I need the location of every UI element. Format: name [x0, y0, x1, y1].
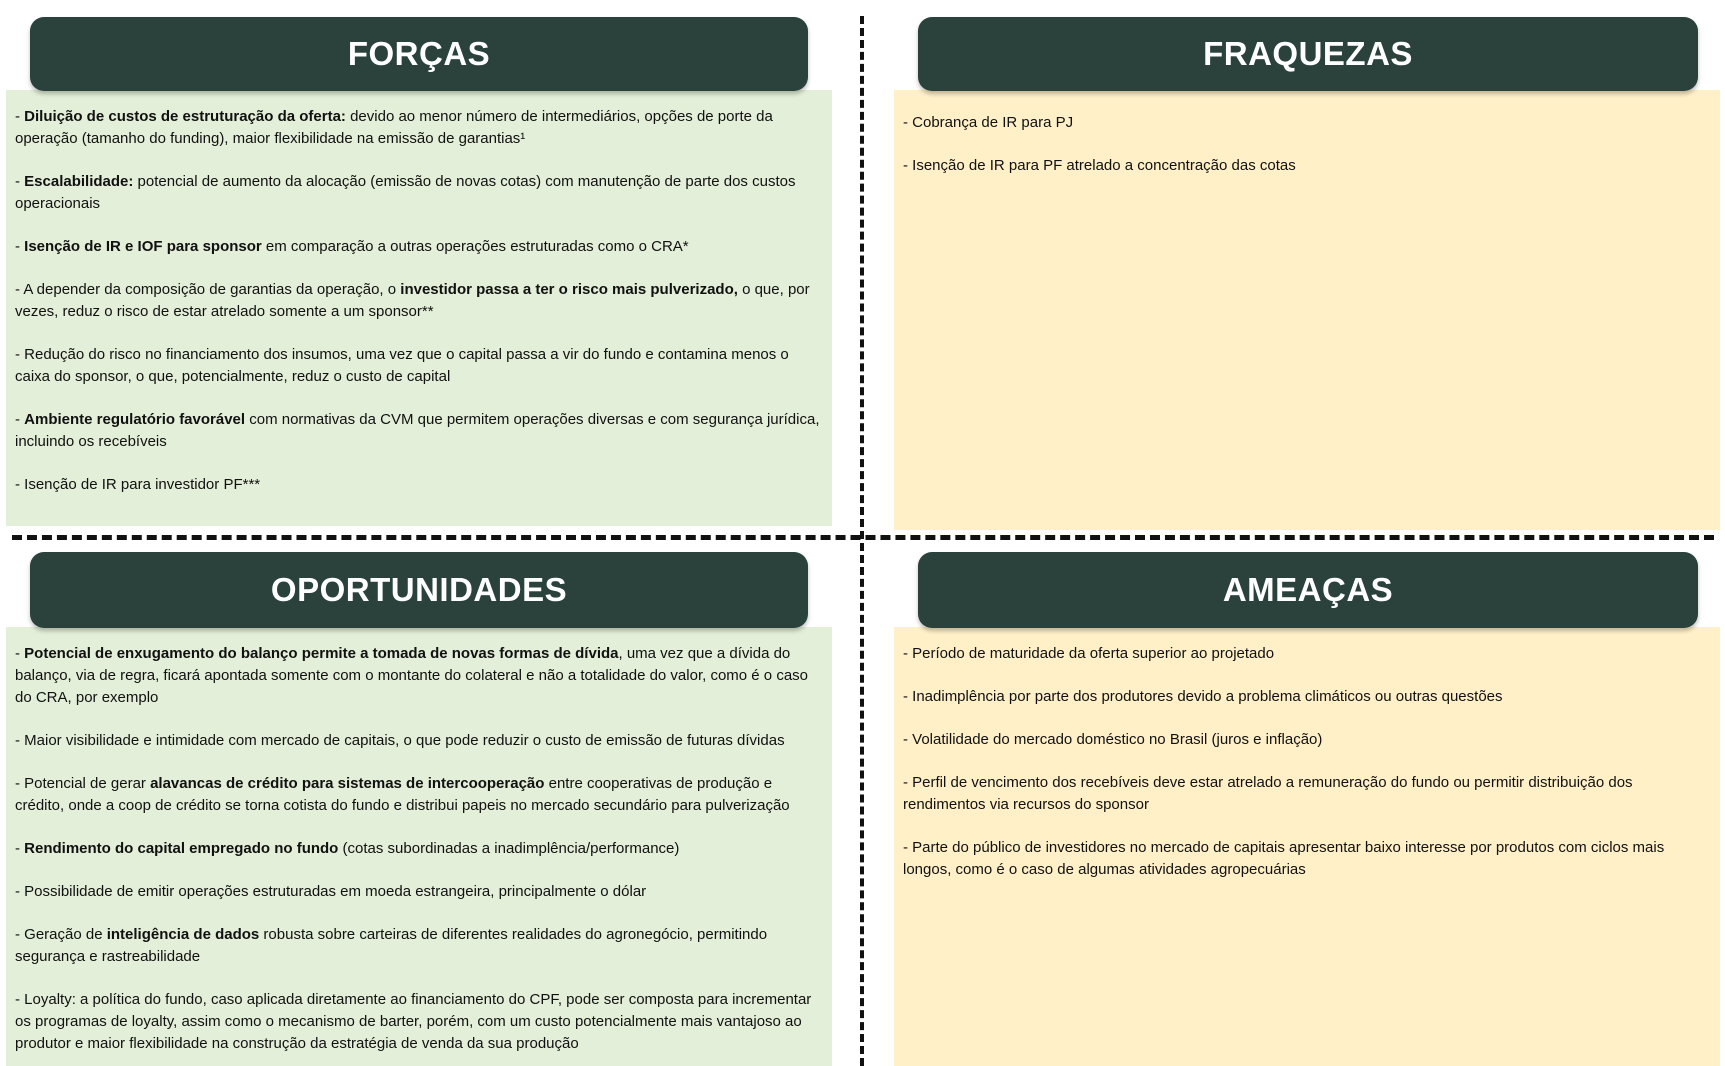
item-text: - A depender da composição de garantias da operação, o — [15, 281, 401, 298]
item-text: - — [15, 108, 25, 125]
list-item — [15, 236, 822, 258]
list-item — [15, 881, 822, 903]
item-text: - Isenção de IR para investidor PF*** — [15, 476, 261, 493]
item-bold-text: alavancas de crédito para sistemas de intercooperação — [150, 775, 545, 792]
item-text: com normativas da CVM que permitem operações diversas e com segurança jurídica, incluindo os recebíveis — [15, 411, 820, 450]
item-bold-text: Isenção de IR e IOF para sponsor — [24, 238, 262, 255]
item-text: em comparação a outras operações estruturadas como o CRA* — [261, 238, 689, 255]
ameacas-list — [903, 643, 1710, 881]
item-bold-text: inteligência de dados — [106, 926, 260, 943]
item-text: o que, por vezes, reduz o risco de estar atrelado somente a um sponsor** — [15, 281, 810, 320]
item-bold-text: Potencial de enxugamento do balanço permite a tomada de novas formas de dívida — [24, 645, 619, 662]
forcas-list — [15, 106, 822, 496]
ameacas-panel — [894, 627, 1720, 1066]
item-text: - Inadimplência por parte dos produtores devido a problema climáticos ou outras questões — [903, 688, 1503, 705]
list-item — [903, 686, 1710, 708]
list-item — [903, 729, 1710, 751]
item-bold-text: Escalabilidade: — [24, 173, 134, 190]
forcas-title: FORÇAS — [347, 35, 491, 72]
oportunidades-list — [15, 643, 822, 1055]
fraquezas-panel — [894, 90, 1720, 530]
item-text: - Parte do público de investidores no mercado de capitais apresentar baixo interesse por produtos com ciclos mais longos, como é o caso de algumas atividades agropecuárias — [903, 839, 1665, 878]
item-bold-text: Diluição de custos de estruturação da oferta: — [24, 108, 346, 125]
item-text: entre cooperativas de produção e crédito, onde a coop de crédito se torna cotista do fundo e distribui papeis no mercado secundário para pulverização — [15, 775, 790, 814]
item-text: - Isenção de IR para PF atrelado a concentração das cotas — [903, 157, 1296, 174]
list-item — [15, 344, 822, 388]
item-text: potencial de aumento da alocação (emissão de novas cotas) com manutenção de parte dos custos operacionais — [15, 173, 796, 212]
item-text: - Redução do risco no financiamento dos insumos, uma vez que o capital passa a vir do fundo e contamina menos o caixa do sponsor, o que, potencialmente, reduz o custo de capital — [15, 346, 789, 385]
list-item — [15, 924, 822, 968]
list-item — [15, 838, 822, 860]
ameacas-header — [918, 552, 1698, 628]
item-text: robusta sobre carteiras de diferentes realidades do agronegócio, permitindo segurança e rastreabilidade — [15, 926, 768, 965]
list-item — [15, 171, 822, 215]
item-text: - Maior visibilidade e intimidade com mercado de capitais, o que pode reduzir o custo de emissão de futuras dívidas — [15, 732, 785, 749]
vertical-divider — [860, 16, 864, 1066]
item-text: - Geração de — [15, 926, 107, 943]
item-text: - Volatilidade do mercado doméstico no Brasil (juros e inflação) — [903, 731, 1323, 748]
list-item — [903, 155, 1710, 177]
item-bold-text: Ambiente regulatório favorável — [24, 411, 246, 428]
list-item — [15, 279, 822, 323]
fraquezas-list — [903, 112, 1710, 177]
list-item — [903, 837, 1710, 881]
list-item — [15, 106, 822, 150]
item-bold-text: investidor passa a ter o risco mais pulverizado, — [400, 281, 738, 298]
horizontal-divider — [12, 535, 1714, 540]
list-item — [15, 989, 822, 1055]
item-text: - — [15, 840, 25, 857]
forcas-panel — [6, 90, 832, 526]
oportunidades-header — [30, 552, 808, 628]
fraquezas-title: FRAQUEZAS — [1203, 35, 1413, 72]
item-text: - Loyalty: a política do fundo, caso aplicada diretamente ao financiamento do CPF, pode ser composta para incrementar os programas de loyalty, assim como o mecanismo de barter, porém, com um custo potencialmente mais vantajoso ao produtor e maior flexibilidade na construção da estratégia de venda da sua produção — [15, 991, 812, 1052]
list-item — [15, 730, 822, 752]
item-text: - Perfil de vencimento dos recebíveis deve estar atrelado a remuneração do fundo ou permitir distribuição dos rendimentos via recursos do sponsor — [903, 774, 1633, 813]
fraquezas-header — [918, 17, 1698, 91]
list-item — [903, 112, 1710, 134]
item-text: - Potencial de gerar — [15, 775, 151, 792]
oportunidades-title: OPORTUNIDADES — [270, 571, 568, 608]
list-item — [903, 643, 1710, 665]
list-item — [15, 773, 822, 817]
item-text: - — [15, 173, 25, 190]
ameacas-title: AMEAÇAS — [1222, 571, 1394, 608]
item-text: - Cobrança de IR para PJ — [903, 114, 1074, 131]
item-text: (cotas subordinadas a inadimplência/performance) — [338, 840, 680, 857]
item-text: , uma vez que a dívida do balanço, via de regra, ficará apontada somente com o montante do colateral e não a totalidade do valor, como é o caso do CRA, por exemplo — [15, 645, 809, 706]
list-item — [15, 409, 822, 453]
list-item — [903, 772, 1710, 816]
list-item — [15, 643, 822, 709]
item-text: - — [15, 411, 25, 428]
item-text: devido ao menor número de intermediários, opções de porte da operação (tamanho do funding), maior flexibilidade na emissão de garantias¹ — [15, 108, 773, 147]
item-bold-text: Rendimento do capital empregado no fundo — [24, 840, 339, 857]
forcas-header — [30, 17, 808, 91]
item-text: - — [15, 645, 25, 662]
item-text: - — [15, 238, 25, 255]
item-text: - Período de maturidade da oferta superior ao projetado — [903, 645, 1275, 662]
item-text: - Possibilidade de emitir operações estruturadas em moeda estrangeira, principalmente o dólar — [15, 883, 647, 900]
list-item — [15, 474, 822, 496]
oportunidades-panel — [6, 627, 832, 1066]
